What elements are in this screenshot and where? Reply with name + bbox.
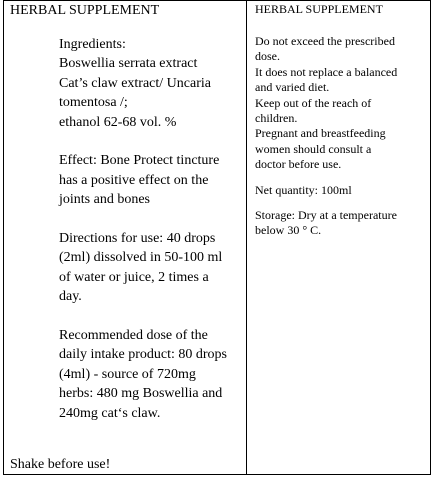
ingredient-line: Boswellia serrata extract xyxy=(59,56,198,72)
dose-line: 240mg cat‘s claw. xyxy=(59,405,161,421)
label-table xyxy=(3,0,431,475)
spacer xyxy=(255,173,427,183)
dose-line: herbs: 480 mg Boswellia and xyxy=(59,386,223,402)
ingredient-line: Cat’s claw extract/ Uncaria xyxy=(59,75,211,91)
warning-line: children. xyxy=(255,111,298,126)
storage-section xyxy=(255,208,427,239)
dose-line: (4ml) - source of 720mg xyxy=(59,366,196,382)
effect-line: has a positive effect on the xyxy=(59,172,209,188)
directions-line: day. xyxy=(59,289,82,305)
directions-line: of water or juice, 2 times a xyxy=(59,269,209,285)
directions-line: Directions for use: 40 drops xyxy=(59,231,216,247)
warning-line: and varied diet. xyxy=(255,80,330,95)
ingredient-line: tomentosa /; xyxy=(59,95,128,111)
ingredient-line: ethanol 62-68 vol. % xyxy=(59,114,177,130)
warning-line: dose. xyxy=(255,49,280,64)
effect-section xyxy=(59,151,245,209)
right-panel xyxy=(247,1,431,475)
warning-line: Do not exceed the prescribed xyxy=(255,34,395,48)
shake-before-use-note: Shake before use! xyxy=(10,457,111,472)
ingredients-heading: Ingredients: xyxy=(59,37,126,52)
left-panel-title: HERBAL SUPPLEMENT xyxy=(10,3,160,18)
left-panel xyxy=(4,1,247,475)
effect-line: joints and bones xyxy=(59,192,150,208)
dose-section xyxy=(59,326,245,423)
dose-line: Recommended dose of the xyxy=(59,328,208,344)
storage-line: Storage: Dry at a temperature xyxy=(255,208,397,223)
left-panel-body xyxy=(59,35,245,442)
warning-line: It does not replace a balanced xyxy=(255,64,398,79)
dose-line: daily intake product: 80 drops xyxy=(59,347,227,363)
warning-line: Pregnant and breastfeeding xyxy=(255,126,386,141)
warning-line: doctor before use. xyxy=(255,157,342,172)
ingredients-section xyxy=(59,35,245,132)
effect-line: Effect: Bone Protect tincture xyxy=(59,153,220,169)
directions-line: (2ml) dissolved in 50-100 ml xyxy=(59,250,223,266)
right-panel-body xyxy=(255,34,427,239)
warnings-section xyxy=(255,34,427,173)
right-panel-title: HERBAL SUPPLEMENT xyxy=(255,2,383,16)
directions-section xyxy=(59,229,245,307)
warning-line: Keep out of the reach of xyxy=(255,95,372,110)
storage-line: below 30 ° C. xyxy=(255,223,322,238)
warning-line: women should consult a xyxy=(255,141,372,156)
net-quantity: Net quantity: 100ml xyxy=(255,182,352,197)
spacer xyxy=(255,198,427,208)
